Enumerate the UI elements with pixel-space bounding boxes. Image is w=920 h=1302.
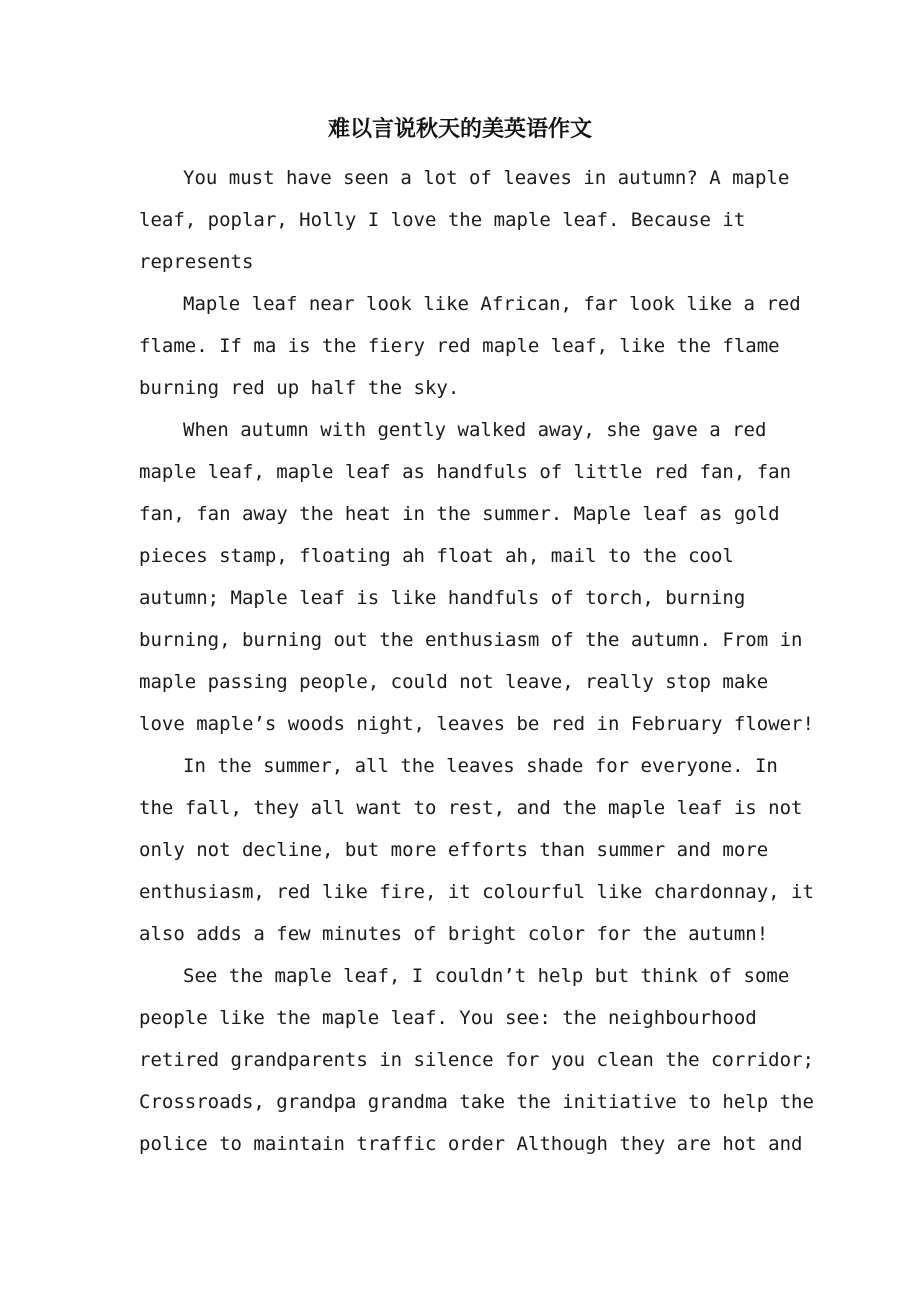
text-line: You must have seen a lot of leaves in autumn? A maple xyxy=(183,167,790,189)
text-line: fan, fan away the heat in the summer. Maple leaf as gold xyxy=(139,503,780,525)
document-title: 难以言说秋天的美英语作文 xyxy=(327,116,592,142)
text-line: Maple leaf near look like African, far look like a red xyxy=(183,293,801,315)
text-line: See the maple leaf, I couldn’t help but think of some xyxy=(183,965,790,987)
text-line: maple leaf, maple leaf as handfuls of little red fan, fan xyxy=(139,461,792,483)
text-line: Crossroads, grandpa grandma take the initiative to help the xyxy=(139,1091,814,1113)
text-line: pieces stamp, floating ah float ah, mail to the cool xyxy=(139,545,734,567)
text-line: maple passing people, could not leave, really stop make xyxy=(139,671,769,693)
text-line: also adds a few minutes of bright color for the autumn! xyxy=(139,923,769,945)
text-line: love maple’s woods night, leaves be red in February flower! xyxy=(139,713,814,735)
text-line: enthusiasm, red like fire, it colourful like chardonnay, it xyxy=(139,881,814,903)
text-line: retired grandparents in silence for you clean the corridor; xyxy=(139,1049,814,1071)
text-line: flame. If ma is the fiery red maple leaf, like the flame xyxy=(139,335,780,357)
text-line: people like the maple leaf. You see: the neighbourhood xyxy=(139,1007,757,1029)
text-line: When autumn with gently walked away, she gave a red xyxy=(183,419,767,441)
text-line: leaf, poplar, Holly I love the maple leaf. Because it xyxy=(139,209,746,231)
text-line: police to maintain traffic order Although they are hot and xyxy=(139,1133,803,1155)
text-line: represents xyxy=(139,251,254,273)
text-line: autumn; Maple leaf is like handfuls of torch, burning xyxy=(139,587,746,609)
text-line: the fall, they all want to rest, and the maple leaf is not xyxy=(139,797,803,819)
text-line: burning, burning out the enthusiasm of the autumn. From in xyxy=(139,629,803,651)
text-line: only not decline, but more efforts than summer and more xyxy=(139,839,769,861)
document-body xyxy=(139,157,814,1165)
text-line: burning red up half the sky. xyxy=(139,377,460,399)
text-line: In the summer, all the leaves shade for everyone. In xyxy=(183,755,778,777)
